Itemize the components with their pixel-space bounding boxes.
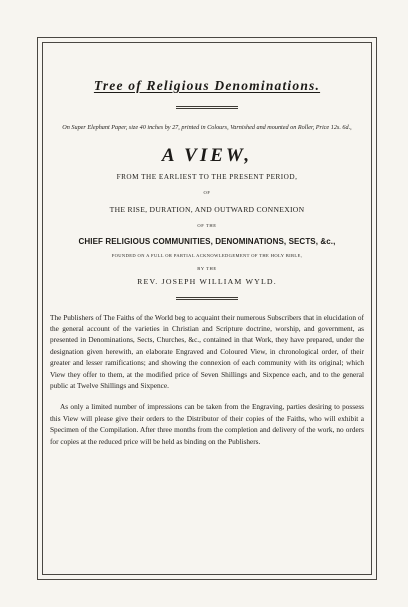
period-line: FROM THE EARLIEST TO THE PRESENT PERIOD, [116, 172, 298, 181]
divider-rule [176, 106, 238, 109]
divider-rule-2 [176, 297, 238, 300]
founded-line: FOUNDED ON A FULL OR PARTIAL ACKNOWLEDGEMENT OF THE HOLY BIBLE, [111, 252, 303, 258]
document-body [50, 78, 364, 457]
page-title: Tree of Religious Denominations. [93, 78, 321, 93]
spec-line: On Super Elephant Paper, size 40 inches by 27, printed in Colours, Varnished and mounted on Roller, Price 12s. 6d., [62, 124, 352, 131]
of-the-line: OF THE [197, 222, 217, 228]
author-name: REV. JOSEPH WILLIAM WYLD. [137, 276, 277, 286]
by-the-line: BY THE [197, 265, 217, 271]
view-heading: A VIEW, [161, 144, 253, 166]
of-line: OF [203, 189, 211, 195]
paragraph-orders: As only a limited number of impressions can be taken from the Engraving, parties desiring to possess this View will please give their orders to the Distributor of their copies of the Faiths, who will exhibit a Specimen of the Compilation. After three months from the completion and delivery of the work, no orders for copies at the reduced price will be held as binding on the Publishers. [50, 402, 364, 446]
chief-communities-line: CHIEF RELIGIOUS COMMUNITIES, DENOMINATIONS, SECTS, &c., [78, 236, 336, 246]
rise-line: THE RISE, DURATION, AND OUTWARD CONNEXION [109, 204, 305, 214]
paragraph-publishers: The Publishers of The Faiths of the World beg to acquaint their numerous Subscribers that in elucidation of the general account of the varieties in Christian and Scripture doctrine, worship, and government, as presented in Denominations, Sects, Churches, &c., contained in that Work, they have prepared, under the designation given herewith, an elaborate Engraved and Coloured View, in chronological order, of their greater and lesser ramifications; and showing the connexion of each community with its original; which View they offer to them, at the modified price of Seven Shillings and Sixpence each, and to the general public at Twelve Shillings and Sixpence. [50, 312, 364, 390]
